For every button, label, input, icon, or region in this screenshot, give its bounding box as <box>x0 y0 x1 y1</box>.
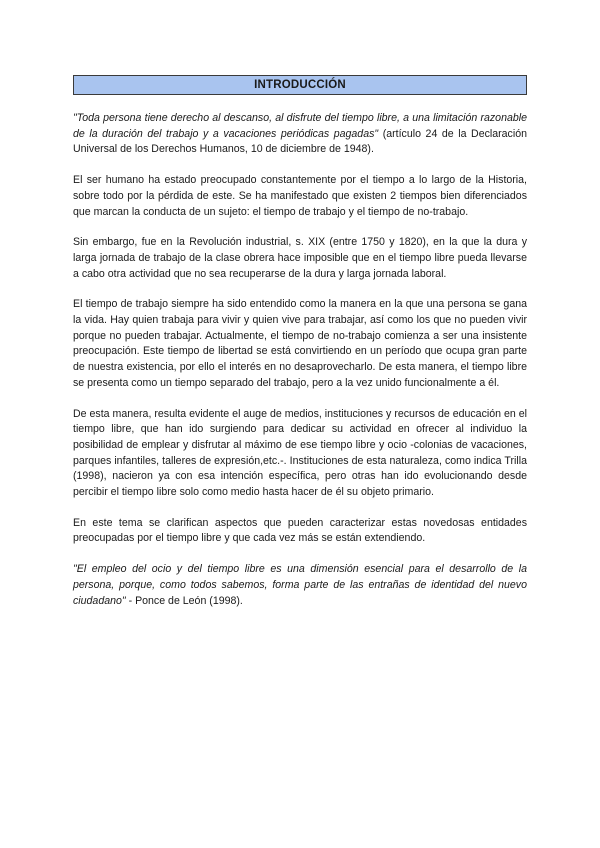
opening-quote-paragraph <box>73 111 527 158</box>
closing-quote: "El empleo del ocio y del tiempo libre es una dimensión esencial para el desarrollo de la persona, porque, como todos sabemos, forma parte de las entrañas de identidad del nuevo ciudadano" <box>73 563 527 607</box>
paragraph-institutions: De esta manera, resulta evidente el auge de medios, instituciones y recursos de educación en el tiempo libre, que han ido surgiendo para dedicar su actividad en ofrecer al individuo la posibilidad de emplear y disfrutar al máximo de ese tiempo libre y ocio -colonias de vacaciones, parques infantiles, talleres de expresión,etc.-. Instituciones de esta naturaleza, como indica Trilla (1998), nacieron ya con esa intención específica, pero otras han ido evolucionando desde percibir el tiempo libre solo como medio hasta hacer de él su objeto primario. <box>73 407 527 499</box>
paragraph-work-time: El tiempo de trabajo siempre ha sido entendido como la manera en la que una persona se gana la vida. Hay quien trabaja para vivir y quien vive para trabajar, así como los que no pueden vivir porque no pueden trabajar. Actualmente, el tiempo de no-trabajo comienza a ser una insistente preocupación. Este tiempo de libertad se está convirtiendo en un período que ocupa gran parte de nuestra existencia, por ello el interés en no desaprovecharlo. De esta manera, el tiempo libre se presenta como un tiempo separado del trabajo, pero a la vez unido funcionalmente a él. <box>73 298 527 389</box>
paragraph-industrial-revolution: Sin embargo, fue en la Revolución industrial, s. XIX (entre 1750 y 1820), en la que la dura y larga jornada de trabajo de la clase obrera hace imposible que en el tiempo libre pueda llevarse a cabo otra actividad que no sea recuperarse de la dura y larga jornada laboral. <box>73 236 527 280</box>
closing-quote-citation: - Ponce de León (1998). <box>125 594 243 607</box>
opening-quote: "Toda persona tiene derecho al descanso, al disfrute del tiempo libre, a una limitación razonable de la duración del trabajo y a vacaciones periódicas pagadas" <box>73 112 527 140</box>
document-page <box>73 75 527 624</box>
section-title: INTRODUCCIÓN <box>73 75 527 95</box>
paragraph-time-history: El ser humano ha estado preocupado constantemente por el tiempo a lo largo de la Historia, sobre todo por la pérdida de este. Se ha manifestado que existen 2 tiempos bien diferenciados que marcan la conducta de un sujeto: el tiempo de trabajo y el tiempo de no-trabajo. <box>73 174 527 218</box>
closing-quote-paragraph <box>73 562 527 609</box>
opening-quote-citation: (artículo 24 de la Declaración Universal de los Derechos Humanos, 10 de diciembre de 1948). <box>73 127 527 156</box>
paragraph-topic-scope: En este tema se clarifican aspectos que pueden caracterizar estas novedosas entidades preocupadas por el tiempo libre y que cada vez más se están extendiendo. <box>73 516 527 545</box>
